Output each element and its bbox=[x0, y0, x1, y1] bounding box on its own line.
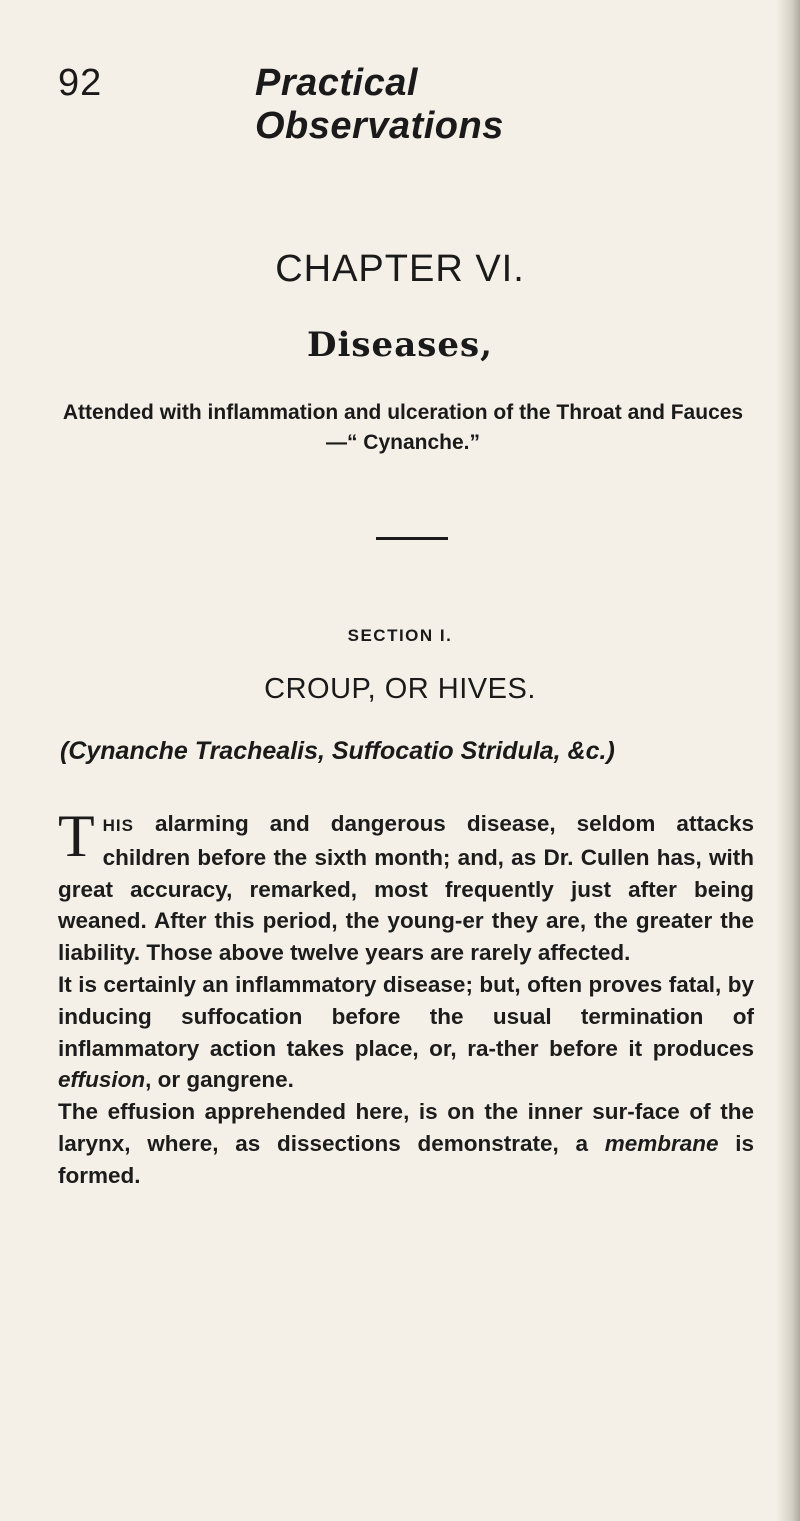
paragraph-2-italic: effusion bbox=[58, 1067, 146, 1093]
section-label: SECTION I. bbox=[347, 626, 453, 645]
paragraph-3 bbox=[58, 1096, 754, 1191]
paragraph-2-text-b: , or gangrene. bbox=[145, 1067, 294, 1093]
paragraph-3-italic: membrane bbox=[604, 1130, 719, 1156]
page-number: 92 bbox=[58, 62, 103, 104]
paragraph-1 bbox=[58, 803, 754, 969]
paragraph-3-text-b: is formed. bbox=[58, 1130, 754, 1188]
section-subtitle: (Cynanche Trachealis, Suffocatio Stridula, &c.) bbox=[60, 737, 615, 765]
chapter-heading: Diseases, bbox=[307, 325, 493, 365]
section-title: CROUP, OR HIVES. bbox=[264, 673, 536, 705]
section-divider bbox=[376, 537, 448, 540]
paragraph-2 bbox=[58, 969, 754, 1096]
page-header bbox=[58, 62, 618, 147]
body-text bbox=[58, 803, 754, 1192]
running-title: Practical Observations bbox=[255, 62, 504, 147]
paragraph-1-text: alarming and dangerous disease, seldom attacks children before the sixth month; and, as Dr. Cullen has, with great accuracy, remarked, most frequently just after being weaned. After this period, the young-er they are, the greater the liability. Those above twelve years are rarely affected. bbox=[58, 811, 754, 966]
paragraph-3-text-a: The effusion apprehended here, is on the inner sur-face of the larynx, where, as dissections demonstrate, a bbox=[58, 1099, 754, 1156]
paragraph-2-text-a: It is certainly an inflammatory disease; but, often proves fatal, by inducing suffocation before the usual termination of inflammatory action takes place, or, ra-ther before it produces bbox=[58, 971, 754, 1061]
chapter-title: CHAPTER VI. bbox=[275, 248, 525, 290]
drop-cap: T bbox=[58, 803, 95, 869]
chapter-subtitle: Attended with inflammation and ulceration of the Throat and Fauces—“ Cynanche.” bbox=[62, 401, 744, 454]
paragraph-1-smallcaps: HIS bbox=[102, 816, 134, 835]
